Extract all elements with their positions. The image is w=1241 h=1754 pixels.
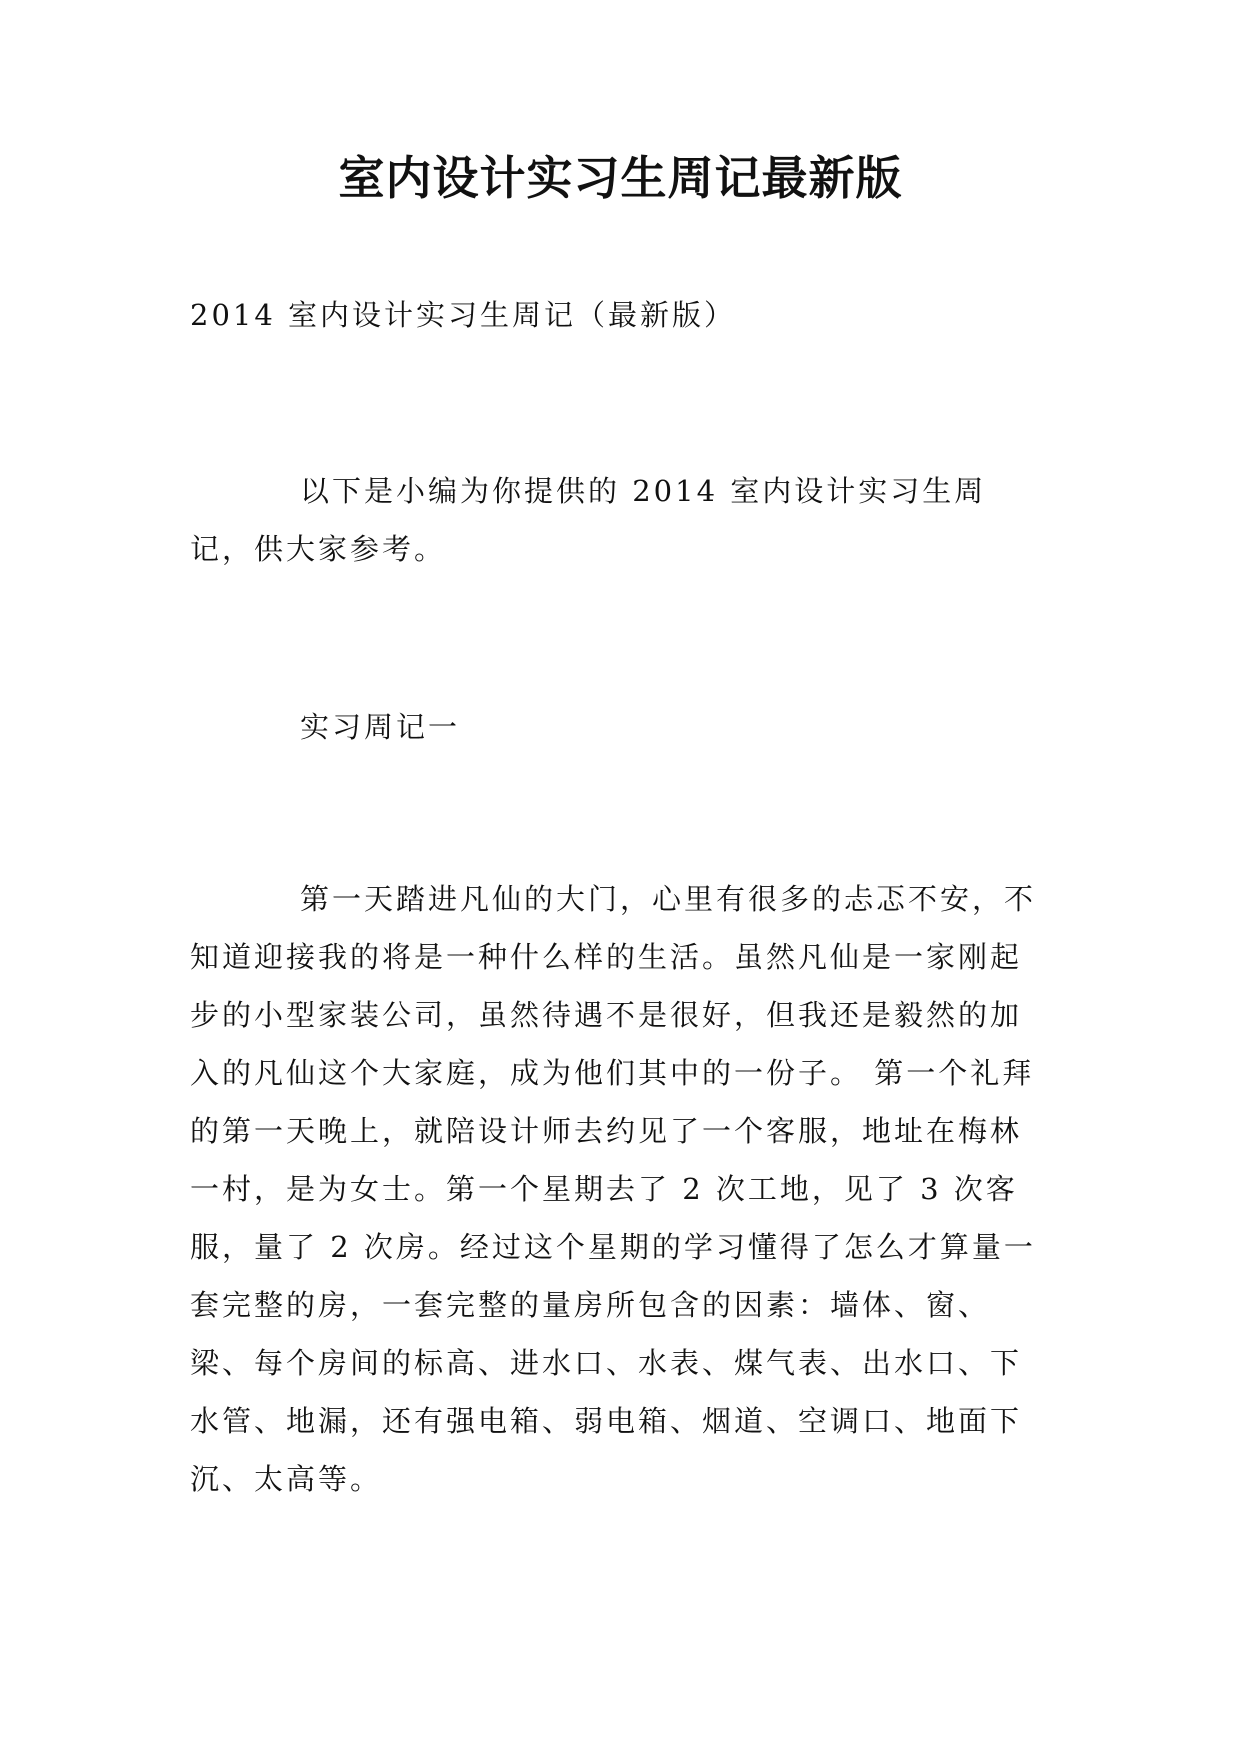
week-heading: 实习周记一 bbox=[300, 710, 461, 744]
document-subtitle: 2014 室内设计实习生周记（最新版） bbox=[190, 298, 737, 332]
intro-paragraph: 以下是小编为你提供的 2014 室内设计实习生周记，供大家参考。 bbox=[190, 474, 987, 566]
body-paragraph: 第一天踏进凡仙的大门，心里有很多的忐忑不安，不知道迎接我的将是一种什么样的生活。虽然凡仙是一家刚起步的小型家装公司，虽然待遇不是很好，但我还是毅然的加入的凡仙这个大家庭，成为他们其中的一份子。 第一个礼拜的第一天晚上，就陪设计师去约见了一个客服，地址在梅林一村，是为女士。第一个星期去了 2 次工地，见了 3 次客服，量了 2 次房。经过这个星期的学习懂得了怎么才算量一套完整的房，一套完整的量房所包含的因素：墙体、窗、梁、每个房间的标高、进水口、水表、煤气表、出水口、下水管、地漏，还有强电箱、弱电箱、烟道、空调口、地面下沉、太高等。 bbox=[190, 882, 1037, 1496]
document-title: 室内设计实习生周记最新版 bbox=[338, 151, 903, 205]
